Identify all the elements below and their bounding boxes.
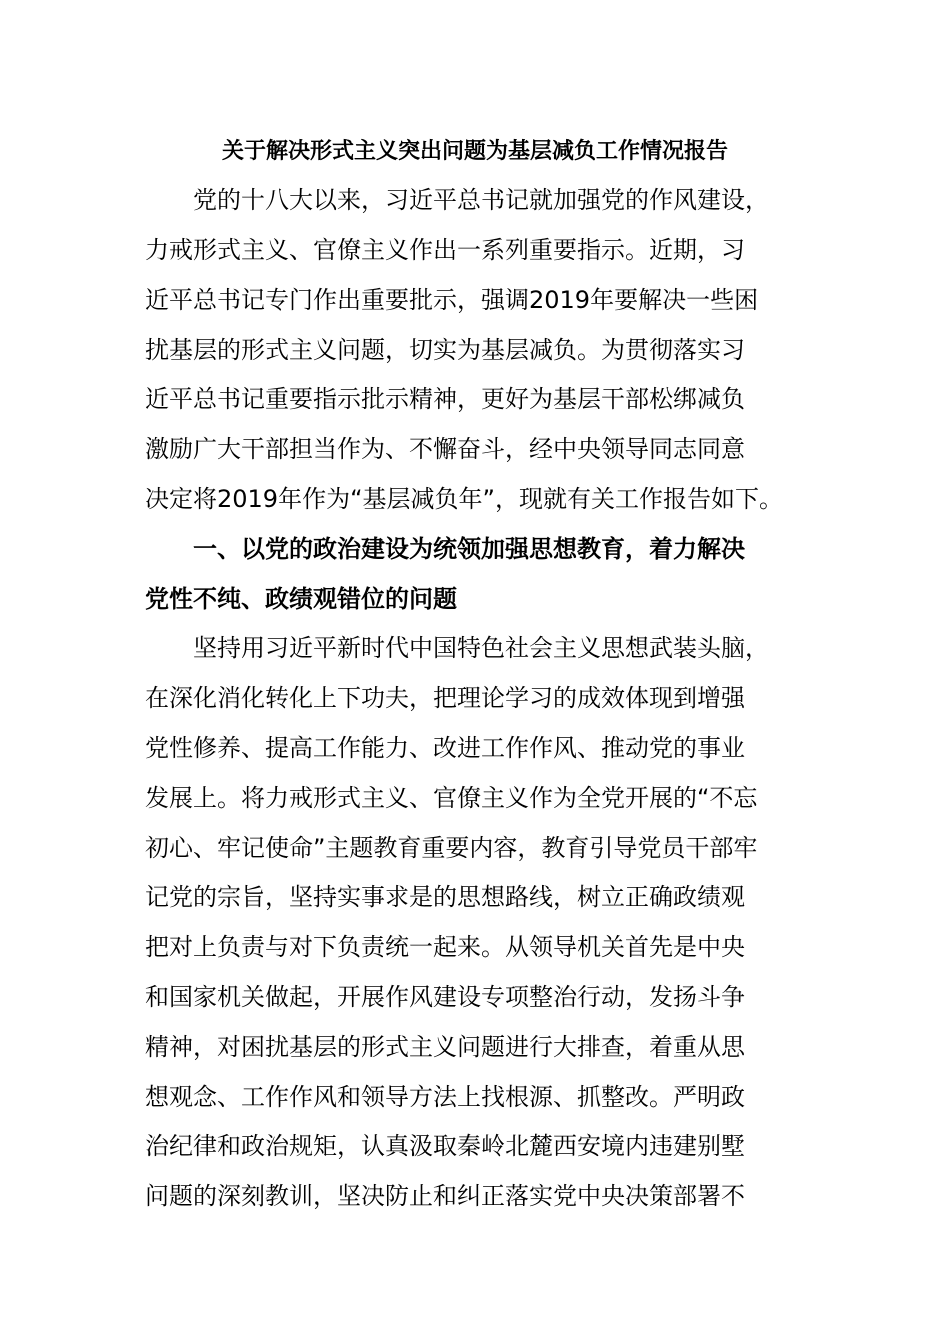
paragraph-2-line-4: 发展上。将力戒形式主义、官僚主义作为全党开展的“不忘: [145, 784, 758, 812]
paragraph-2-line-3: 党性修养、提高工作能力、改进工作作风、推动党的事业: [145, 734, 745, 762]
section-heading-line-2: 党性不纯、政绩观错位的问题: [145, 585, 457, 613]
section-heading-line-1: 一、以党的政治建设为统领加强思想教育，着力解决: [193, 535, 745, 563]
paragraph-2-line-8: 和国家机关做起，开展作风建设专项整治行动，发扬斗争: [145, 983, 745, 1011]
paragraph-1-line-7: 决定将2019年作为“基层减负年”，现就有关工作报告如下。: [145, 485, 783, 513]
paragraph-1-line-5: 近平总书记重要指示批示精神，更好为基层干部松绑减负: [145, 385, 745, 413]
paragraph-1-line-4: 扰基层的形式主义问题，切实为基层减负。为贯彻落实习: [145, 336, 745, 364]
paragraph-1-line-3: 近平总书记专门作出重要批示，强调2019年要解决一些困: [145, 286, 759, 314]
document-title: 关于解决形式主义突出问题为基层减负工作情况报告: [221, 139, 728, 164]
paragraph-1-line-2: 力戒形式主义、官僚主义作出一系列重要指示。近期，习: [145, 236, 745, 264]
paragraph-2-line-9: 精神，对困扰基层的形式主义问题进行大排查，着重从思: [145, 1033, 745, 1061]
paragraph-2-line-2: 在深化消化转化上下功夫，把理论学习的成效体现到增强: [145, 684, 745, 712]
paragraph-2-line-5: 初心、牢记使命”主题教育重要内容，教育引导党员干部牢: [145, 834, 758, 862]
paragraph-1-line-1: 党的十八大以来，习近平总书记就加强党的作风建设，: [193, 186, 769, 214]
paragraph-2-line-7: 把对上负责与对下负责统一起来。从领导机关首先是中央: [145, 933, 745, 961]
paragraph-2-line-1: 坚持用习近平新时代中国特色社会主义思想武装头脑，: [193, 634, 769, 662]
paragraph-2-line-10: 想观念、工作作风和领导方法上找根源、抓整改。严明政: [145, 1083, 745, 1111]
paragraph-2-line-11: 治纪律和政治规矩，认真汲取秦岭北麓西安境内违建别墅: [145, 1132, 745, 1160]
paragraph-2-line-12: 问题的深刻教训，坚决防止和纠正落实党中央决策部署不: [145, 1182, 745, 1210]
paragraph-2-line-6: 记党的宗旨，坚持实事求是的思想路线，树立正确政绩观: [145, 883, 745, 911]
paragraph-1-line-6: 激励广大干部担当作为、不懈奋斗，经中央领导同志同意: [145, 435, 745, 463]
